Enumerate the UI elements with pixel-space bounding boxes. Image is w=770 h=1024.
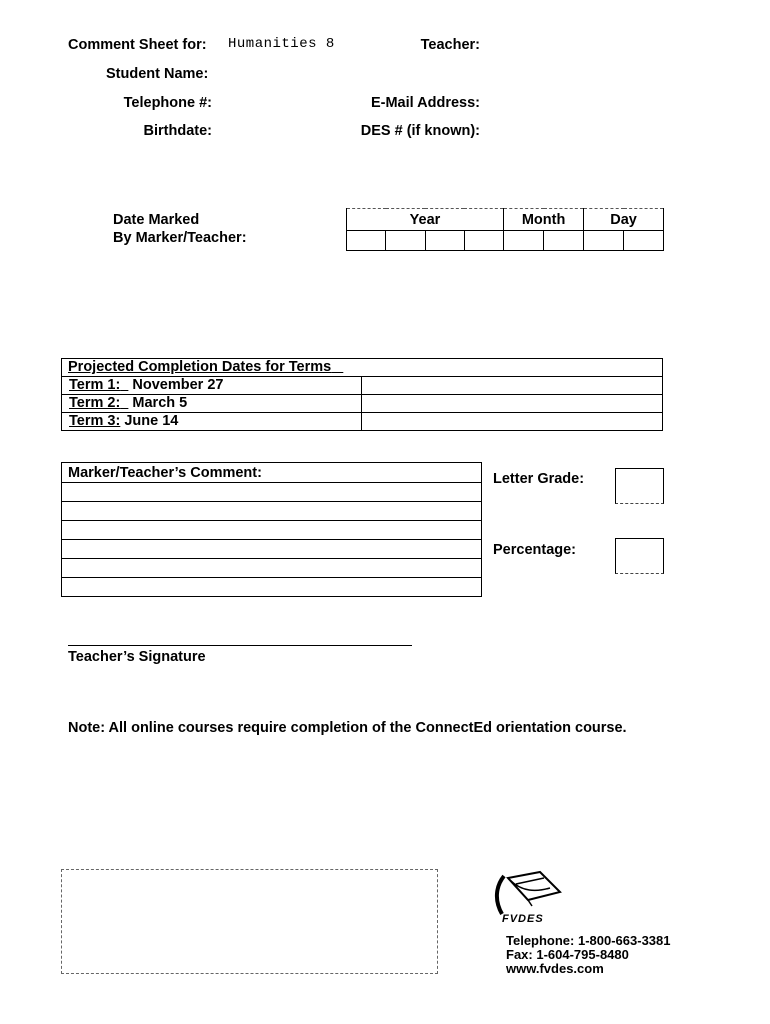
signature-label: Teacher’s Signature [68,649,206,665]
year-digit-1[interactable] [347,231,386,251]
comment-line-3[interactable] [62,521,482,540]
letter-grade-label: Letter Grade: [493,471,585,487]
term-1-blank[interactable] [362,377,663,395]
day-digit-2[interactable] [624,231,664,251]
year-digit-2[interactable] [386,231,425,251]
date-marked-table [346,208,664,251]
term-2-label: Term 2: [69,395,121,411]
completion-heading: Projected Completion Dates for Terms [68,359,332,375]
term-2-cell [62,395,362,413]
year-header: Year [347,209,504,231]
signature-line[interactable] [68,645,412,646]
fvdes-logo [492,870,564,928]
comment-table [61,462,482,597]
contact-block [506,934,671,976]
day-header: Day [584,209,664,231]
comment-line-5[interactable] [62,559,482,578]
term-1-cell [62,377,362,395]
term-3-label: Term 3: [69,413,121,429]
day-digit-1[interactable] [584,231,624,251]
percentage-box[interactable] [615,538,664,574]
orientation-note: Note: All online courses require completion of the ConnectEd orientation course. [68,720,627,736]
term-1-date: November 27 [132,377,224,393]
term-1-label: Term 1: [69,377,121,393]
contact-website[interactable]: www.fvdes.com [506,961,604,976]
completion-table [61,358,663,431]
term-3-cell [62,413,362,431]
student-name-label: Student Name: [106,66,209,82]
completion-heading-cell [62,359,663,377]
term-2-date: March 5 [132,395,188,411]
term-3-date: June 14 [124,413,179,429]
percentage-label: Percentage: [493,542,577,558]
contact-fax: Fax: 1-604-795-8480 [506,947,629,962]
term-2-blank[interactable] [362,395,663,413]
term-3-blank[interactable] [362,413,663,431]
date-marked-label [113,211,247,247]
address-box [61,869,438,974]
telephone-label: Telephone #: [123,95,212,111]
comment-sheet-label: Comment Sheet for: [68,37,207,53]
fvdes-logo-text: FVDES [502,913,544,925]
des-label: DES # (if known): [360,123,480,139]
date-marked-line2: By Marker/Teacher: [113,230,247,246]
comment-line-1[interactable] [62,483,482,502]
date-marked-line1: Date Marked [113,212,200,228]
year-digit-4[interactable] [464,231,503,251]
letter-grade-box[interactable] [615,468,664,504]
comment-heading: Marker/Teacher’s Comment: [62,463,482,483]
comment-line-6[interactable] [62,578,482,597]
teacher-label: Teacher: [420,37,480,53]
course-field[interactable]: Humanities 8 [228,36,335,52]
month-digit-1[interactable] [504,231,544,251]
year-digit-3[interactable] [425,231,464,251]
birthdate-label: Birthdate: [143,123,212,139]
month-header: Month [504,209,584,231]
email-label: E-Mail Address: [370,95,480,111]
contact-telephone: Telephone: 1-800-663-3381 [506,933,671,948]
comment-line-4[interactable] [62,540,482,559]
comment-line-2[interactable] [62,502,482,521]
month-digit-2[interactable] [544,231,584,251]
